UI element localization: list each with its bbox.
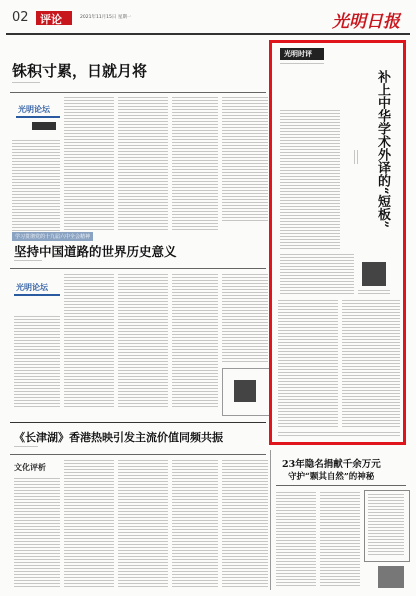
third-byline — [14, 446, 38, 449]
sidebar-footnote — [278, 432, 400, 438]
main-article-body-col4 — [172, 97, 218, 232]
sidebar-body-col2 — [342, 300, 400, 428]
third-article-body-col1 — [14, 478, 60, 588]
sidebar-qr-code — [362, 262, 386, 286]
bottom-right-rule — [276, 485, 406, 486]
qr-code — [234, 380, 256, 402]
third-title-rule — [10, 454, 266, 455]
second-article-body-col5 — [222, 274, 268, 364]
column-logo-main: 光明论坛 — [12, 104, 64, 134]
sidebar-column-tag: 光明时评 — [280, 48, 328, 70]
sidebar-body-top — [280, 110, 340, 250]
second-article-body-col1 — [14, 316, 60, 408]
sidebar-qr-caption — [358, 290, 390, 296]
third-article-title: 《长津湖》香港热映引发主流价值同频共振 — [14, 431, 223, 444]
main-article-body-col3 — [118, 97, 168, 232]
second-article-title: 坚持中国道路的世界历史意义 — [14, 244, 177, 259]
page-header — [6, 4, 410, 32]
page-number: 02 — [12, 10, 29, 25]
section-label: 评论 — [40, 13, 62, 26]
third-top-rule — [10, 422, 266, 423]
second-byline — [14, 260, 42, 263]
third-article-body-col4 — [172, 460, 218, 588]
second-title-rule — [10, 268, 266, 269]
main-article-body-col2 — [64, 97, 114, 232]
bottom-right-body-col2 — [320, 492, 360, 588]
masthead: 光明日报 — [332, 12, 400, 32]
bottom-right-body-col1 — [276, 492, 316, 588]
date-line: 2021年11月15日 星期一 — [80, 15, 132, 20]
second-article-body-col4 — [172, 274, 218, 408]
bottom-right-icon — [378, 566, 404, 588]
sidebar-byline — [354, 150, 358, 164]
main-article-body-col1 — [12, 140, 60, 232]
main-article-title: 铢积寸累，日就月将 — [12, 62, 148, 80]
third-article-body-col2 — [64, 460, 114, 588]
bottom-right-boxout-text — [368, 494, 404, 556]
main-title-rule — [10, 92, 266, 93]
bottom-right-title-line1: 23年隐名捐献千余万元 — [282, 459, 381, 470]
sidebar-title: 补上中华学术外译的“短板” — [375, 70, 390, 228]
sidebar-body-mid — [280, 254, 354, 294]
sidebar-body-col1 — [278, 300, 338, 428]
third-article-body-col3 — [118, 460, 168, 588]
kicker-tag: 学习贯彻党的十九届六中全会精神 — [12, 232, 93, 241]
third-article-body-col5 — [222, 460, 268, 588]
header-rule — [6, 33, 410, 35]
byline — [12, 82, 40, 85]
column-divider — [270, 450, 271, 590]
main-article-body-col5 — [222, 97, 268, 222]
second-article-body-col3 — [118, 274, 168, 408]
column-logo-second: 光明论坛 — [14, 282, 62, 310]
column-logo-third: 文化评析 — [14, 462, 46, 472]
bottom-right-title-line2: 守护“颗其自然”的神秘 — [288, 472, 375, 482]
second-article-body-col2 — [64, 274, 114, 408]
